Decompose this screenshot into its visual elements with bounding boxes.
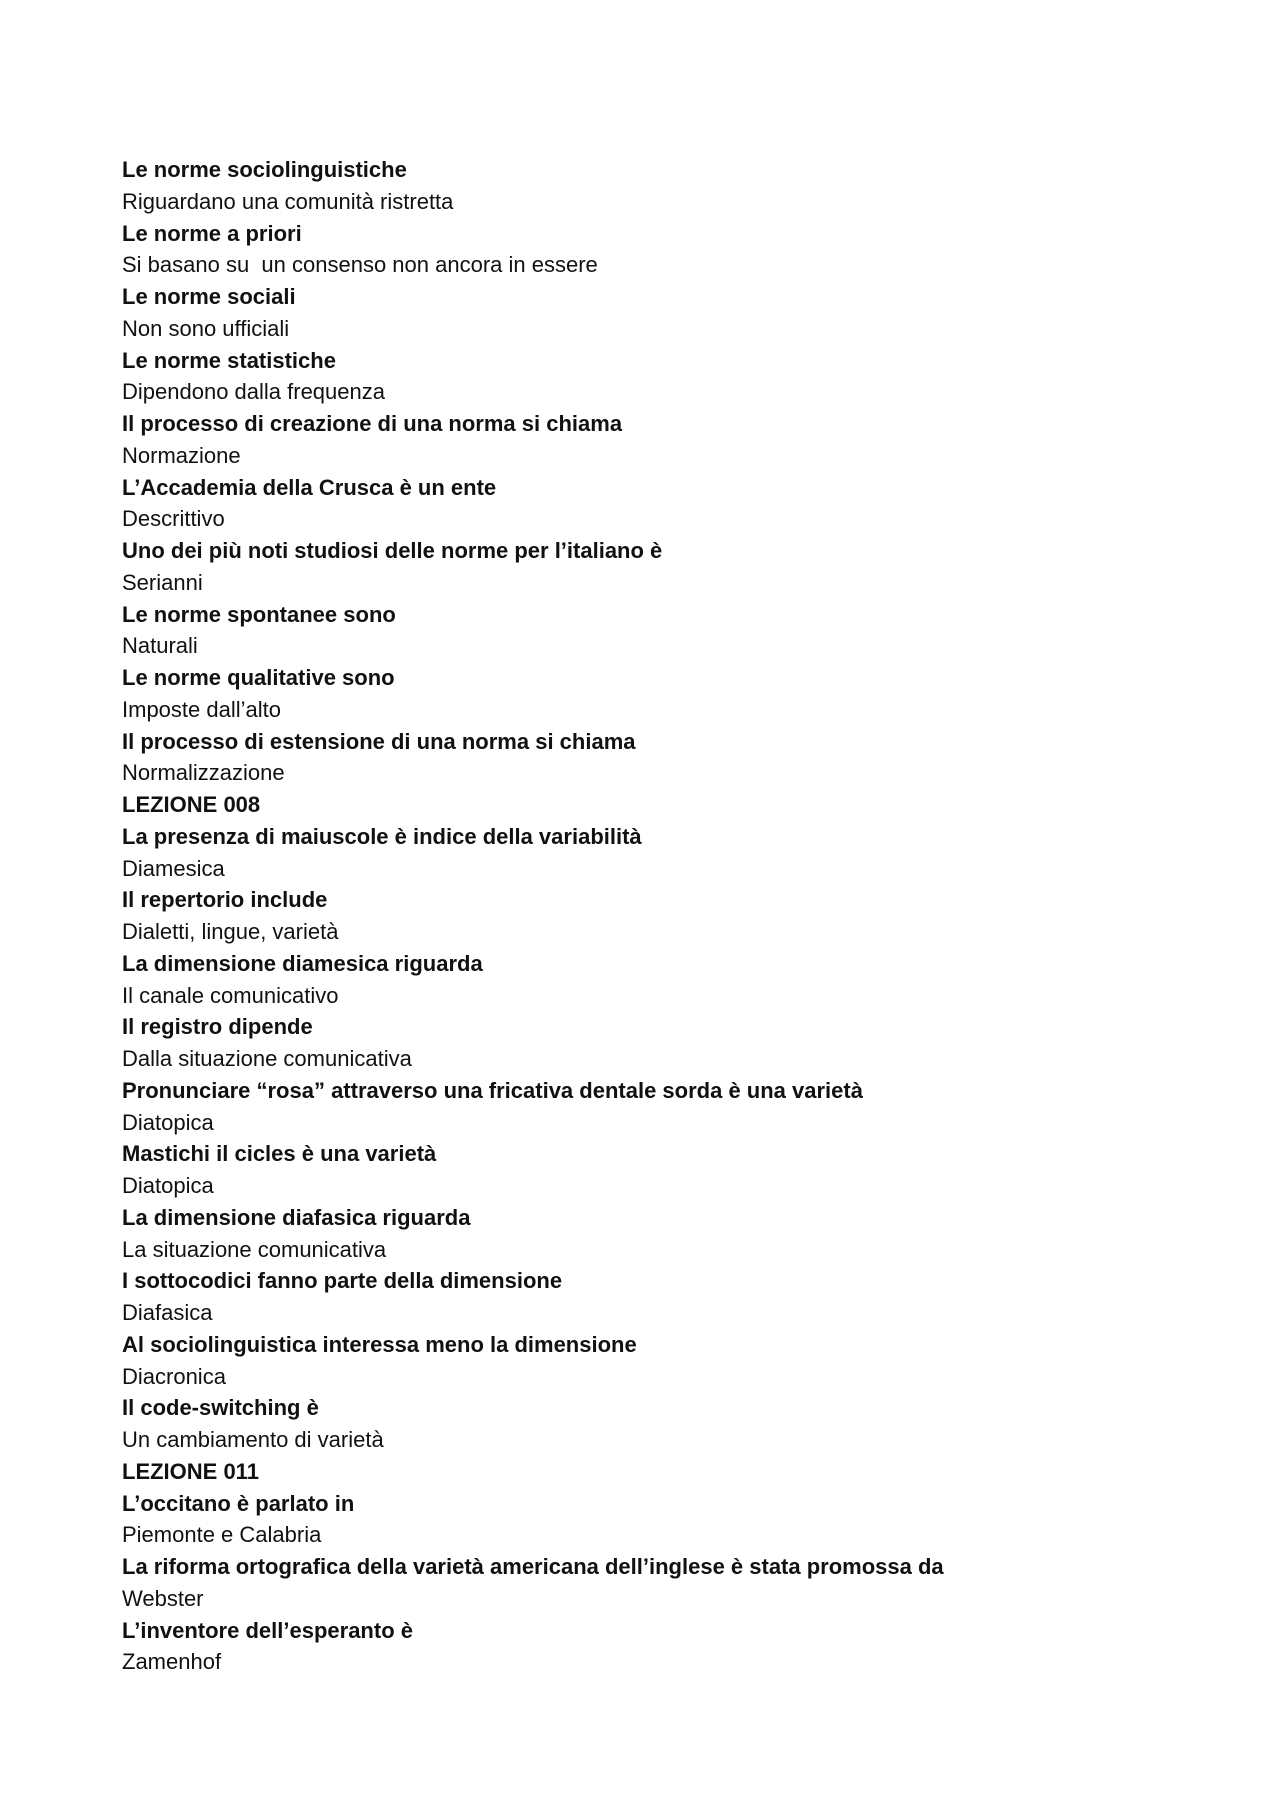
answer-text: Dalla situazione comunicativa	[122, 1046, 412, 1071]
question-text: Il processo di estensione di una norma si chiama	[122, 728, 636, 754]
question-text: I sottocodici fanno parte della dimensione	[122, 1268, 563, 1294]
answer-text: Un cambiamento di varietà	[122, 1427, 384, 1452]
question-text: Le norme statistiche	[122, 347, 336, 373]
question-text: La dimensione diamesica riguarda	[122, 950, 483, 976]
answer-text: Serianni	[122, 569, 203, 595]
answer-text: Diacronica	[122, 1363, 226, 1389]
question-text: Il registro dipende	[122, 1014, 313, 1040]
answer-text: Normalizzazione	[122, 760, 285, 786]
answer-text: Dialetti, lingue, varietà	[122, 919, 339, 944]
answer-text: Webster	[122, 1585, 204, 1611]
answer-text: Piemonte e Calabria	[122, 1522, 322, 1548]
document-body	[122, 154, 1202, 1678]
question-text: Il repertorio include	[122, 887, 328, 913]
question-text: Le norme sociali	[122, 284, 296, 309]
answer-text: Riguardano una comunità ristretta	[122, 188, 454, 214]
question-text: Le norme a priori	[122, 220, 302, 246]
question-text: La presenza di maiuscole è indice della variabilità	[122, 823, 642, 849]
question-text: Il code-switching è	[122, 1395, 319, 1421]
question-text: Al sociolinguistica interessa meno la dimensione	[122, 1331, 637, 1357]
answer-text: La situazione comunicativa	[122, 1236, 387, 1262]
question-text: L’inventore dell’esperanto è	[122, 1617, 413, 1643]
question-text: Il processo di creazione di una norma si chiama	[122, 411, 623, 436]
answer-text: Diatopica	[122, 1109, 214, 1135]
answer-text: Imposte dall’alto	[122, 696, 281, 722]
question-text: Le norme spontanee sono	[122, 601, 396, 627]
question-text: Pronunciare “rosa” attraverso una fricativa dentale sorda è una varietà	[122, 1077, 863, 1103]
question-text: Mastichi il cicles è una varietà	[122, 1141, 437, 1167]
answer-text: Diamesica	[122, 855, 225, 881]
answer-text: Naturali	[122, 633, 198, 659]
lesson-heading: LEZIONE 008	[122, 792, 261, 817]
answer-text: Si basano su un consenso non ancora in essere	[122, 252, 598, 278]
question-text: L’occitano è parlato in	[122, 1490, 355, 1516]
question-text: La riforma ortografica della varietà americana dell’inglese è stata promossa da	[122, 1554, 944, 1579]
answer-text: Il canale comunicativo	[122, 982, 339, 1008]
answer-text: Diafasica	[122, 1300, 213, 1325]
answer-text: Normazione	[122, 442, 241, 468]
answer-text: Diatopica	[122, 1173, 214, 1198]
question-text: Uno dei più noti studiosi delle norme per l’italiano è	[122, 538, 663, 563]
question-text: La dimensione diafasica riguarda	[122, 1204, 471, 1230]
answer-text: Descrittivo	[122, 506, 225, 532]
answer-text: Non sono ufficiali	[122, 315, 290, 341]
lesson-heading: LEZIONE 011	[122, 1458, 259, 1484]
question-text: Le norme sociolinguistiche	[122, 157, 407, 182]
answer-text: Dipendono dalla frequenza	[122, 379, 385, 405]
question-text: Le norme qualitative sono	[122, 665, 395, 690]
answer-text: Zamenhof	[122, 1649, 222, 1675]
question-text: L’Accademia della Crusca è un ente	[122, 474, 497, 500]
